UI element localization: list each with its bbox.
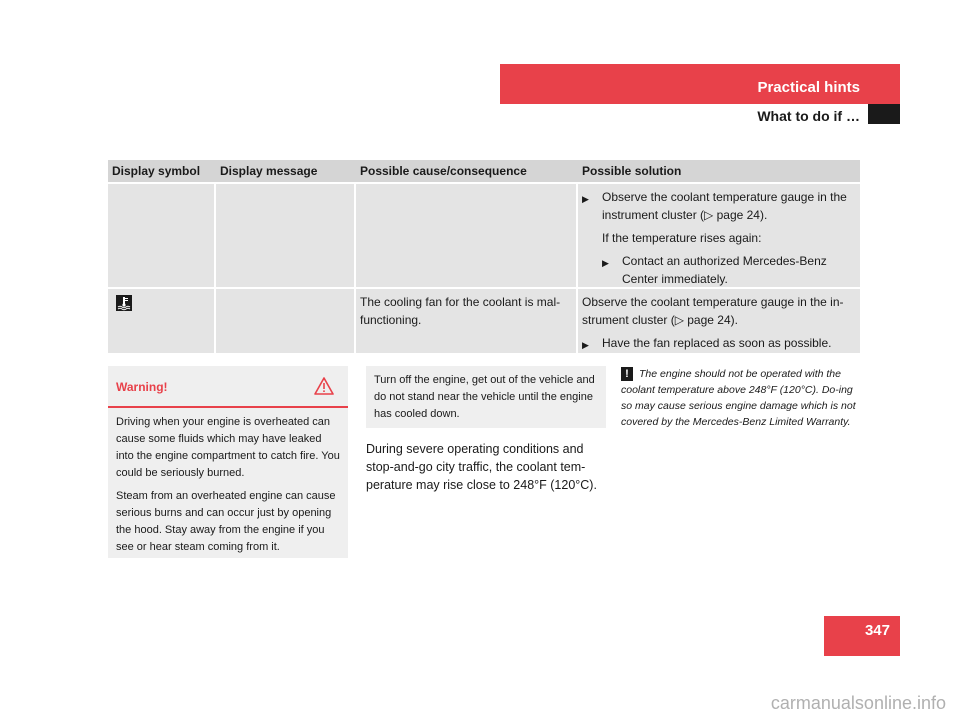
table-row: [108, 184, 860, 287]
column-header: Display symbol: [112, 164, 201, 178]
page-number: 347: [824, 616, 900, 656]
column-header: Possible cause/consequence: [360, 164, 527, 178]
table-cell: [356, 184, 578, 287]
arrow-bullet-icon: ▶: [582, 340, 589, 350]
warning-header: [108, 366, 348, 408]
caution-note: [621, 366, 861, 430]
table-cell: [108, 184, 216, 287]
coolant-temperature-icon: [116, 295, 132, 311]
body-paragraph: During severe operating conditions and stop-and-go city traffic, the coolant tem-perature may rise close to 248°F (120°C).: [366, 442, 597, 492]
section-title: Practical hints: [757, 79, 860, 96]
header-tab: [868, 104, 900, 124]
exclamation-icon: !: [621, 367, 633, 381]
solution-bullet: ▶ Have the fan replaced as soon as possible.: [582, 334, 856, 354]
warning-triangle-icon: [314, 377, 334, 395]
caution-text: The engine should not be operated with the coolant temperature above 248°F (120°C). Do-ing so may cause serious engine damage which is not covered by the Mercedes-Benz Limited Warranty.: [621, 368, 856, 428]
subsection-title: What to do if …: [757, 108, 860, 124]
cause-cell: The cooling fan for the coolant is mal-functioning.: [356, 289, 578, 353]
solution-sub-bullet: ▶ Contact an authorized Mercedes-Benz Center immediately.: [602, 254, 827, 286]
arrow-bullet-icon: ▶: [602, 258, 609, 268]
note-box: Turn off the engine, get out of the vehicle and do not stand near the vehicle until the engine has cooled down.: [366, 366, 606, 428]
solution-bullet: ▶ Observe the coolant temperature gauge in the instrument cluster (▷ page 24).: [582, 190, 847, 222]
table-row: [108, 289, 860, 353]
column-header: Possible solution: [582, 164, 682, 178]
warning-body: [108, 408, 348, 556]
header-bar: [500, 64, 900, 104]
warning-paragraph: Driving when your engine is overheated can cause some fluids which may have leaked into the engine compartment to catch fire. You could be seriously burned.: [116, 416, 340, 479]
warning-paragraph: Steam from an overheated engine can cause serious burns and can occur just by opening the hood. Stay away from the engine if you see or hear steam coming from it.: [116, 490, 336, 553]
symbol-cell: [108, 289, 216, 353]
watermark: carmanualsonline.info: [770, 693, 946, 713]
table-cell: [216, 184, 356, 287]
solution-cell: [578, 289, 860, 353]
solution-paragraph: If the temperature rises again:: [602, 231, 762, 245]
diagnostic-table: [108, 160, 860, 353]
solution-text: Observe the coolant temperature gauge in the in-strument cluster (▷ page 24).: [582, 295, 844, 327]
warning-title: Warning!: [116, 380, 168, 394]
warning-box: [108, 366, 348, 558]
solution-cell: [578, 184, 860, 287]
arrow-bullet-icon: ▶: [582, 194, 589, 204]
table-header: [108, 160, 860, 182]
table-cell: [216, 289, 356, 353]
column-header: Display message: [220, 164, 318, 178]
